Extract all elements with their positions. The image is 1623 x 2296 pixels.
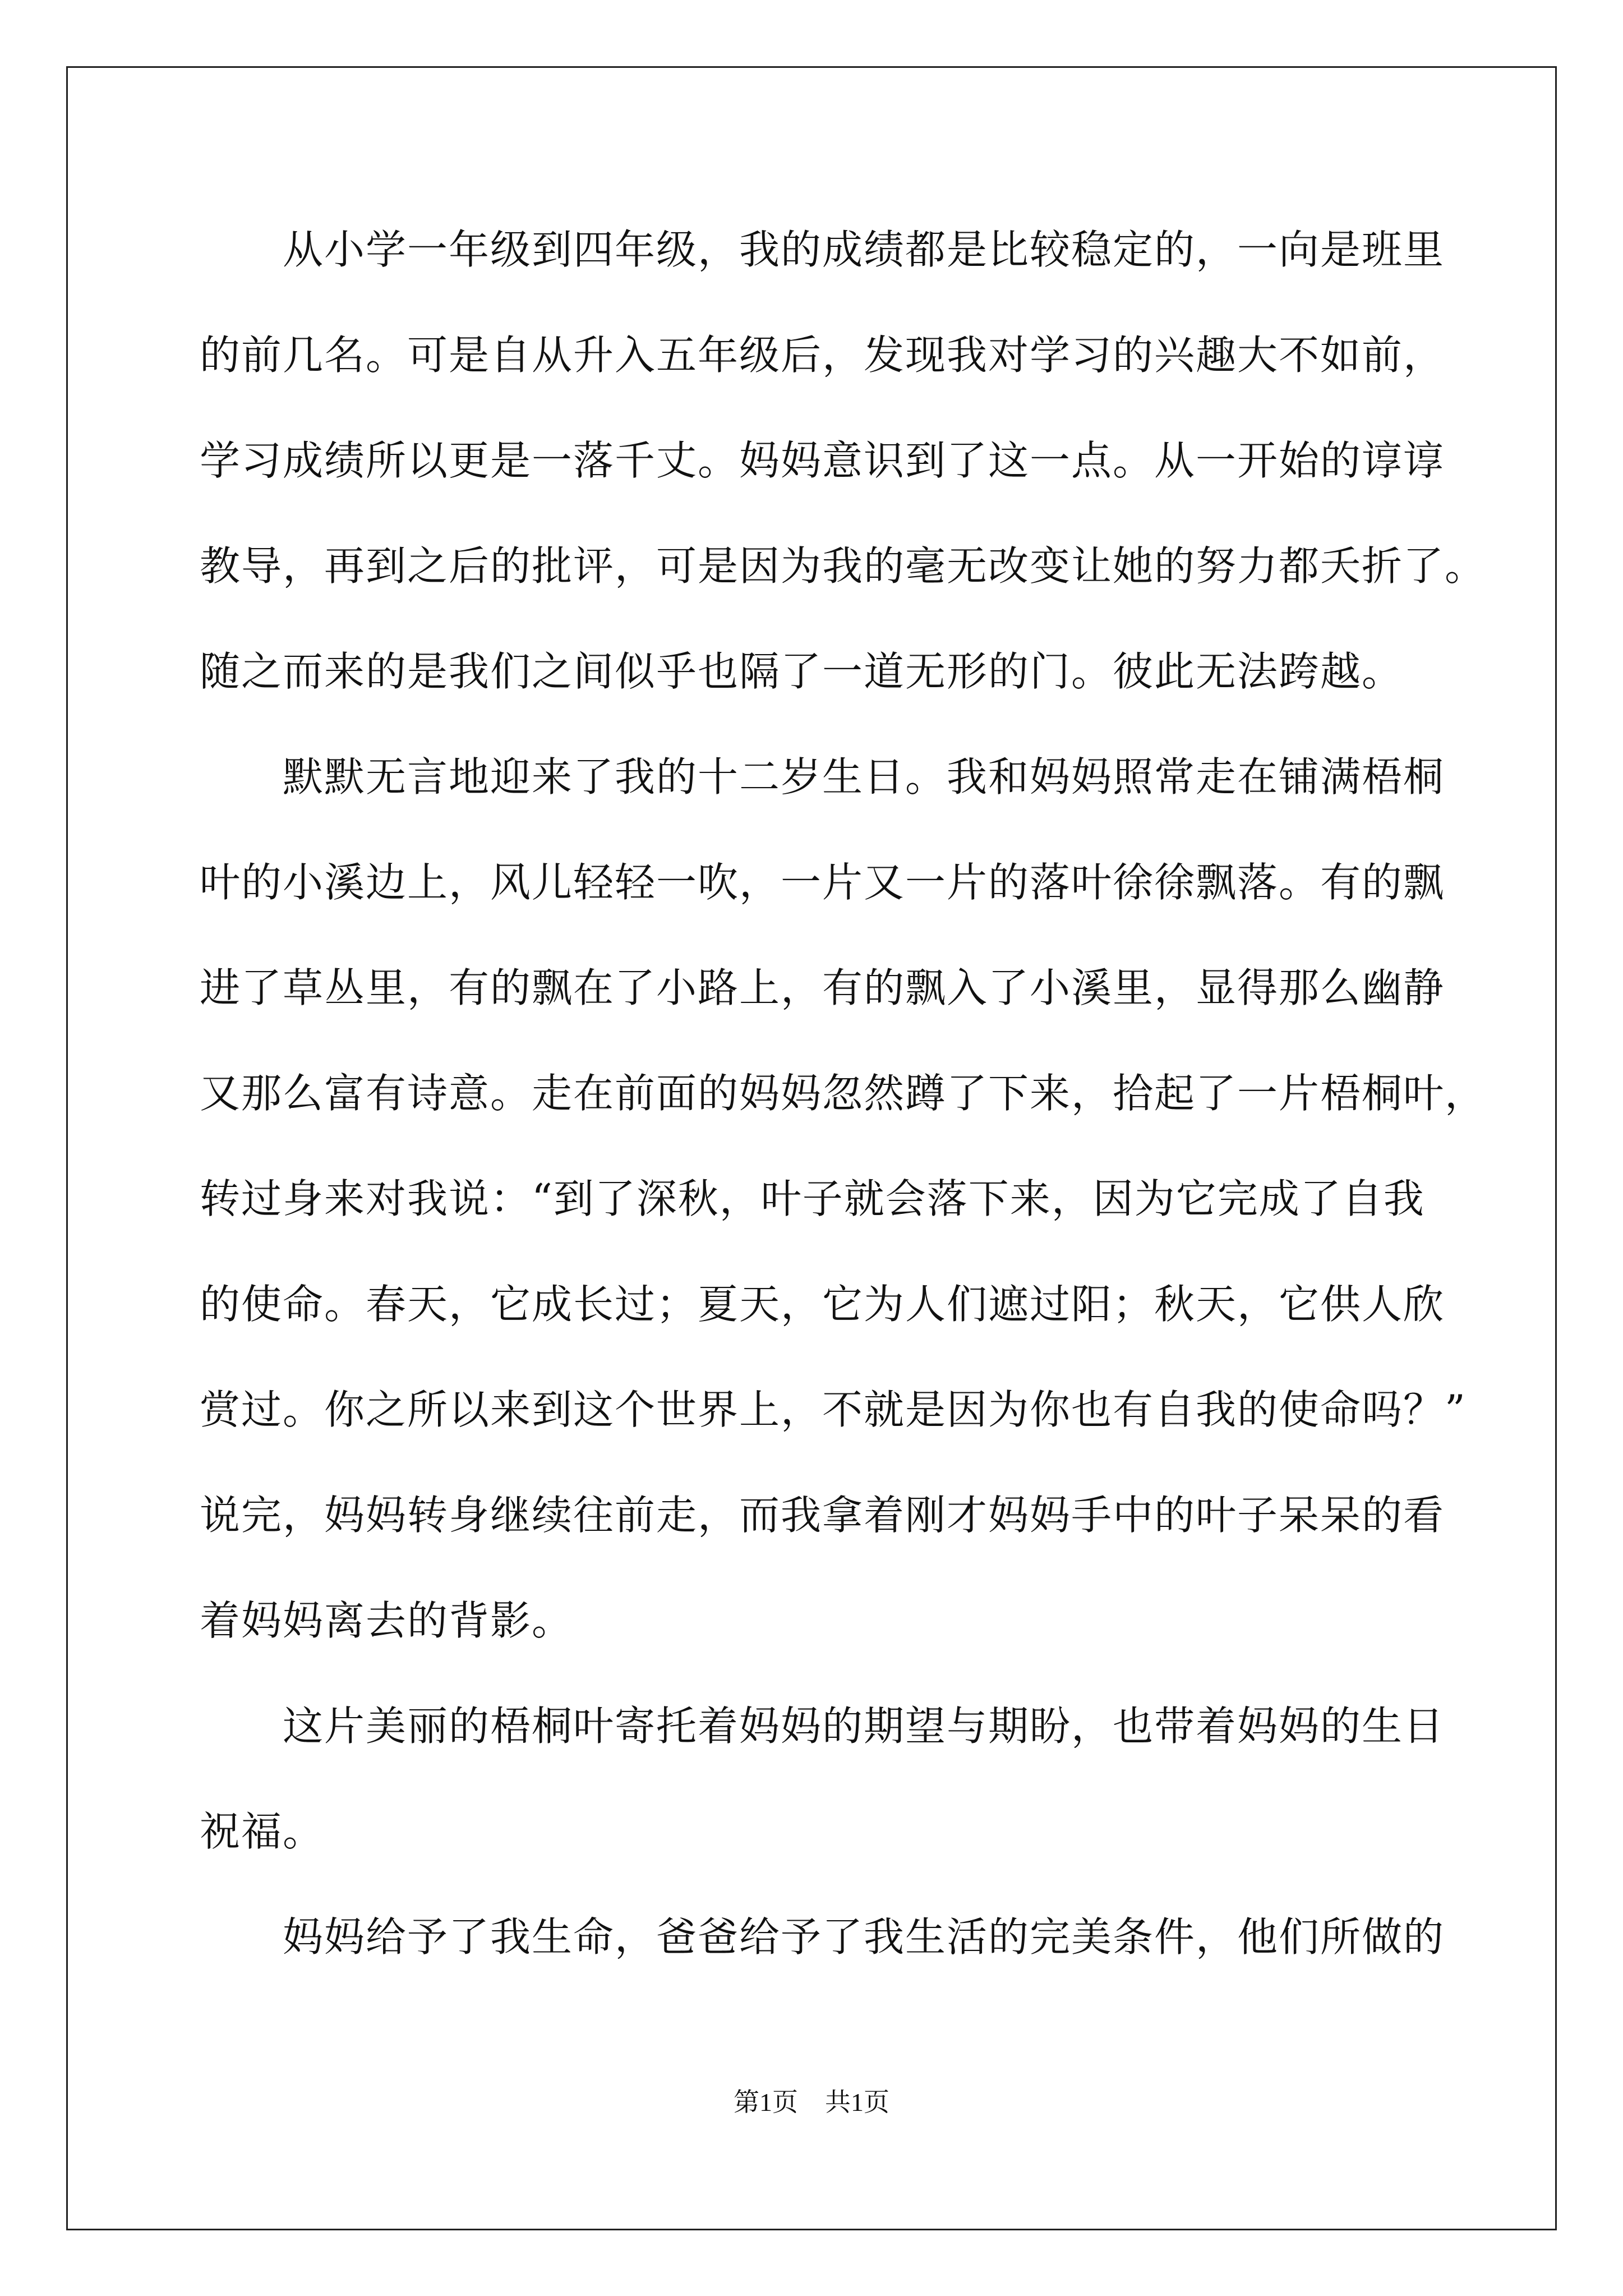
text-line: 学习成绩所以更是一落千丈。妈妈意识到了这一点。从一开始的谆谆 [200,437,1445,484]
text-line: 着妈妈离去的背影。 [200,1597,574,1644]
page-number: 第1页 [734,2088,798,2116]
text-line: 又那么富有诗意。走在前面的妈妈忽然蹲了下来，拾起了一片梧桐叶， [200,1070,1487,1117]
text-line: 的前几名。可是自从升入五年级后，发现我对学习的兴趣大不如前， [200,332,1445,379]
text-line: 祝福。 [200,1808,325,1855]
text-line: 妈妈给予了我生命，爸爸给予了我生活的完美条件，他们所做的 [283,1913,1445,1961]
text-line: 转过身来对我说：“到了深秋，叶子就会落下来，因为它完成了自我 [200,1175,1425,1222]
text-line: 叶的小溪边上，风儿轻轻一吹，一片又一片的落叶徐徐飘落。有的飘 [200,859,1445,906]
text-line: 进了草丛里，有的飘在了小路上，有的飘入了小溪里，显得那么幽静 [200,964,1445,1011]
text-line: 从小学一年级到四年级，我的成绩都是比较稳定的，一向是班里 [283,226,1445,273]
document-body [200,216,1487,2009]
text-line: 随之而来的是我们之间似乎也隔了一道无形的门。彼此无法跨越。 [200,648,1404,695]
page-footer [0,2086,1623,2119]
text-line: 默默无言地迎来了我的十二岁生日。我和妈妈照常走在铺满梧桐 [283,753,1445,800]
text-line: 说完，妈妈转身继续往前走，而我拿着刚才妈妈手中的叶子呆呆的看 [200,1492,1445,1539]
text-line: 赏过。你之所以来到这个世界上，不就是因为你也有自我的使命吗？” [200,1386,1467,1433]
text-line: 这片美丽的梧桐叶寄托着妈妈的期望与期盼，也带着妈妈的生日 [283,1703,1445,1750]
text-line: 教导，再到之后的批评，可是因为我的毫无改变让她的努力都夭折了。 [200,542,1487,590]
text-line: 的使命。春天，它成长过；夏天，它为人们遮过阳；秋天，它供人欣 [200,1281,1445,1328]
page-total: 共1页 [825,2088,889,2116]
